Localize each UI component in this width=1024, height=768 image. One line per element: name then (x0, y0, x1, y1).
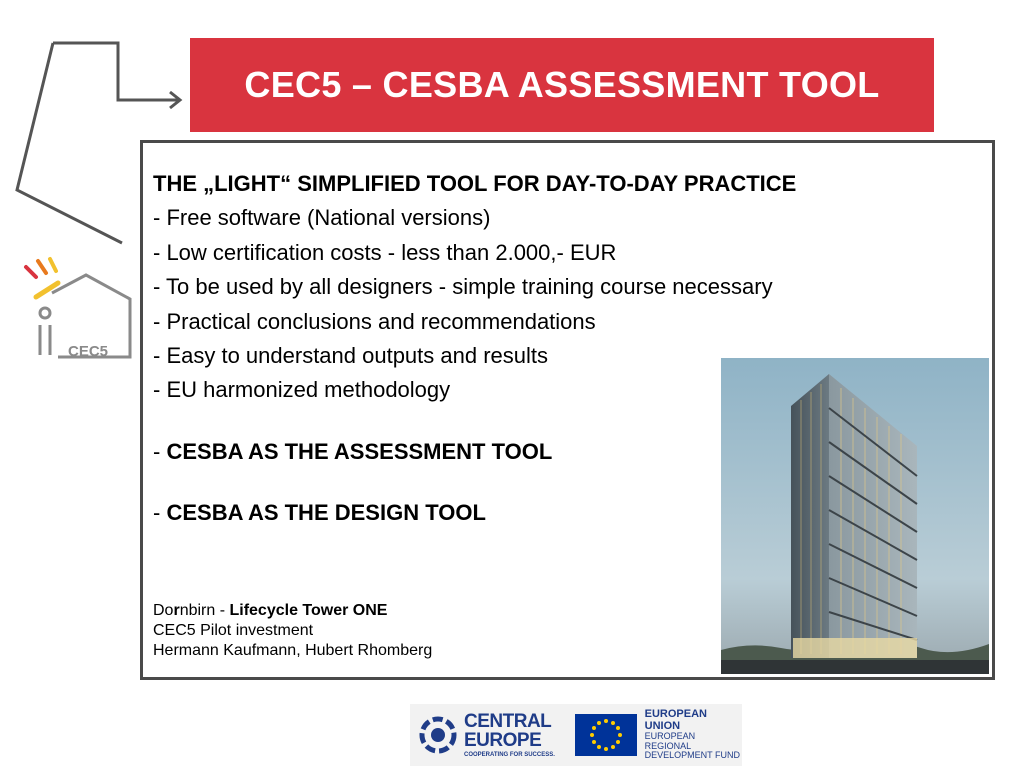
page-title: CEC5 – CESBA ASSESSMENT TOOL (244, 64, 880, 105)
highlight-text: CESBA AS THE ASSESSMENT TOOL (166, 438, 553, 464)
eu-fund-text (645, 709, 742, 760)
central-europe-logo (410, 704, 565, 766)
caption-line: CEC5 Pilot investment (153, 622, 314, 639)
building-photo (721, 358, 989, 674)
eu-line2: EUROPEAN REGIONAL (644, 731, 696, 751)
eu-flag-icon (575, 714, 637, 756)
highlight-text: CESBA AS THE DESIGN TOOL (166, 500, 486, 526)
ce-logo-tagline: COOPERATING FOR SUCCESS. (464, 752, 555, 758)
ce-logo-line2: EUROPE (464, 730, 542, 751)
photo-caption (153, 601, 432, 661)
ce-logo-line1: CENTRAL (464, 711, 552, 732)
content-panel (140, 140, 995, 680)
headline: THE „LIGHT“ SIMPLIFIED TOOL FOR DAY-TO-DAY PRACTICE (153, 171, 797, 196)
eu-line3: DEVELOPMENT FUND (644, 750, 741, 761)
list-item: - EU harmonized methodology (153, 377, 451, 403)
globe-icon (416, 715, 460, 755)
cec5-logo (18, 255, 136, 365)
title-banner (190, 38, 934, 132)
caption-line: Hermann Kaufmann, Hubert Rhomberg (153, 642, 433, 659)
project-name: Lifecycle Tower ONE (229, 602, 388, 619)
highlight-prefix: - (153, 500, 167, 526)
eu-line1: EUROPEAN UNION (644, 708, 707, 732)
logo-label: CEC5 (68, 343, 109, 360)
list-item: - Easy to understand outputs and results (153, 343, 549, 369)
list-item: - Free software (National versions) (153, 205, 491, 231)
list-item: - To be used by all designers - simple training course necessary (153, 274, 773, 300)
highlight-prefix: - (153, 438, 167, 464)
list-item: - Practical conclusions and recommendations (153, 308, 596, 334)
footer-logos (410, 704, 742, 766)
list-item: - Low certification costs - less than 2.000,- EUR (153, 239, 617, 265)
caption-location: Dornbirn - Lifecycle Tower ONE (153, 602, 388, 619)
